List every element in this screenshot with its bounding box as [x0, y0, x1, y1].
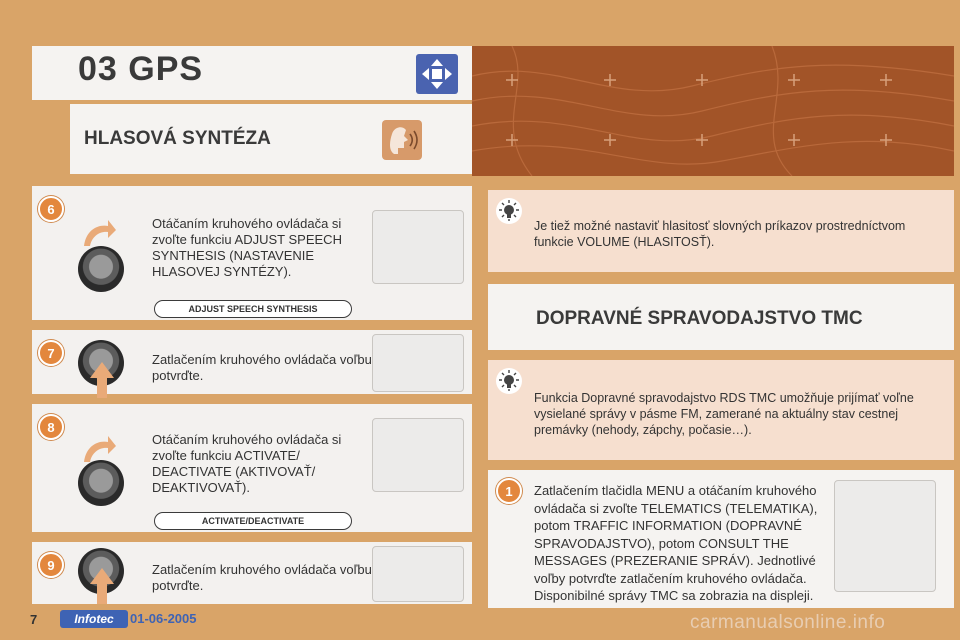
header-decorative-band: [472, 46, 954, 176]
step-text-7: Zatlačením kruhového ovládača voľbu potvrďte.: [152, 352, 372, 383]
section-title: HLASOVÁ SYNTÉZA: [84, 128, 271, 149]
radio-unit-image: [372, 418, 464, 492]
step-text-6: Otáčaním kruhového ovládača si zvoľte funkciu ADJUST SPEECH SYNTHESIS (NASTAVENIE HLASOVEJ SYNTÉZY).: [152, 216, 342, 279]
rotary-knob-icon: [78, 246, 124, 292]
radio-unit-image: [372, 546, 464, 602]
edition-date: 01-06-2005: [130, 611, 197, 626]
lightbulb-icon: [496, 368, 522, 394]
radio-unit-image: [372, 210, 464, 284]
menu-label-activate-deactivate: ACTIVATE/DEACTIVATE: [154, 512, 352, 530]
press-arrow-icon: [88, 360, 116, 400]
tmc-section-title: DOPRAVNÉ SPRAVODAJSTVO TMC: [536, 308, 863, 329]
watermark: carmanualsonline.info: [690, 612, 886, 633]
topo-pattern: [472, 46, 954, 176]
radio-unit-image: [372, 334, 464, 392]
page-number: 7: [30, 612, 38, 627]
tmc-step-text: Zatlačením tlačidla MENU a otáčaním kruhového ovládača si zvoľte TELEMATICS (TELEMATIKA), potom TRAFFIC INFORMATION (DOPRAVNÉ SPRAVODAJSTVO), potom CONSULT THE MESSAGES (PREZERANIE SPRÁV). Jednotlivé voľby potvrďte zatlačením kruhového ovládača. Disponibilné správy TMC sa zobrazia na displeji.: [534, 483, 818, 603]
step-text-8: Otáčaním kruhového ovládača si zvoľte funkciu ACTIVATE/ DEACTIVATE (AKTIVOVAŤ/ DEAKTIVOVAŤ).: [152, 432, 342, 495]
rotate-arrow-icon: [80, 218, 118, 248]
lightbulb-icon: [496, 198, 522, 224]
infotec-logo: Infotec: [60, 610, 128, 628]
step-badge-8: 8: [38, 414, 64, 440]
tip-text-tmc: Funkcia Dopravné spravodajstvo RDS TMC umožňuje prijímať voľne vysielané správy v pásme FM, zamerané na aktuálny stav cestnej premávky (nehody, zápchy, počasie…).: [534, 391, 914, 437]
step-badge-7: 7: [38, 340, 64, 366]
speaking-head-icon: [382, 120, 422, 160]
step-badge-6: 6: [38, 196, 64, 222]
step-badge-1: 1: [496, 478, 522, 504]
chapter-title: 03 GPS: [78, 50, 204, 88]
radio-unit-image: [834, 480, 936, 592]
navigation-arrows-icon: [416, 54, 458, 94]
step-text-9: Zatlačením kruhového ovládača voľbu potvrďte.: [152, 562, 372, 593]
press-arrow-icon: [88, 566, 116, 606]
tip-text-volume: Je tiež možné nastaviť hlasitosť slovných príkazov prostredníctvom funkcie VOLUME (HLASITOSŤ).: [534, 219, 906, 249]
rotary-knob-icon: [78, 460, 124, 506]
menu-label-adjust-speech: ADJUST SPEECH SYNTHESIS: [154, 300, 352, 318]
step-badge-9: 9: [38, 552, 64, 578]
